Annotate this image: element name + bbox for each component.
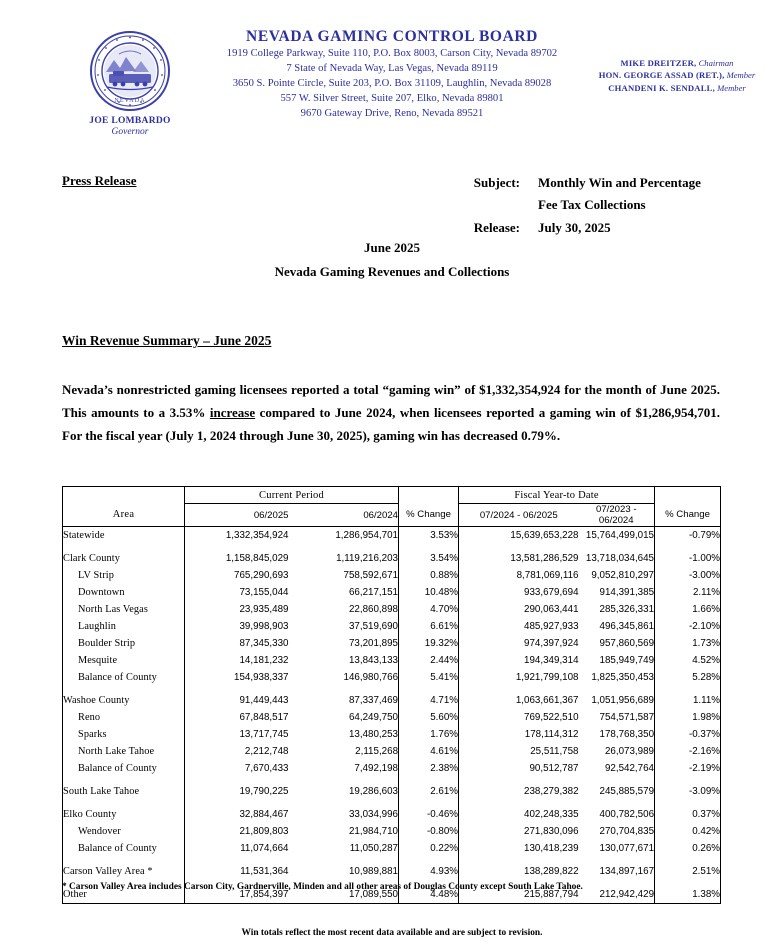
row-pct-change-fiscal: -0.79% (655, 527, 721, 545)
row-current-2025: 91,449,443 (185, 692, 289, 709)
row-fy-2023-2024: 130,077,671 (599, 843, 655, 854)
board-members (570, 57, 784, 94)
row-current-2024: 7,492,198 (354, 763, 399, 774)
row-current-2024: 64,249,750 (348, 712, 399, 723)
row-fy-2024-2025: 238,279,382 (459, 783, 579, 800)
footnote-carson-valley: * Carson Valley Area includes Carson City, Gardnerville, Minden and all other areas of Douglas County except South Lake Tahoe. (62, 882, 583, 892)
table-row (63, 823, 721, 840)
row-pct-change-current: 1.76% (399, 726, 459, 743)
subject-release-grid (446, 172, 701, 239)
row-pct-change-fiscal: -3.00% (655, 567, 721, 584)
gaming-revenue-table-wrapper (62, 486, 720, 904)
row-area-label: Balance of County (63, 840, 185, 857)
row-area-label: Sparks (63, 726, 185, 743)
table-row (63, 743, 721, 760)
row-area-label: Laughlin (63, 618, 185, 635)
row-fy-2024-2025: 1,063,661,367 (459, 692, 579, 709)
row-pct-change-fiscal: 0.37% (655, 806, 721, 823)
row-current-2024: 1,286,954,701 (335, 530, 399, 541)
subject-label-spacer (446, 194, 520, 216)
summary-emphasis-increase: increase (209, 405, 256, 421)
agency-title: NEVADA GAMING CONTROL BOARD (246, 28, 538, 45)
agency-address-line-3: 3650 S. Pointe Circle, Suite 203, P.O. Box 31109, Laughlin, Nevada 89028 (232, 77, 552, 89)
row-pct-change-fiscal: -2.10% (655, 618, 721, 635)
row-current-2024: 758,592,671 (343, 570, 399, 581)
row-pct-change-fiscal: 1.38% (655, 886, 721, 904)
gaming-revenue-table (62, 486, 721, 904)
row-pct-change-fiscal: -2.19% (655, 760, 721, 777)
table-row (63, 726, 721, 743)
row-fy-2024-2025: 130,418,239 (459, 840, 579, 857)
row-current-2025: 73,155,044 (185, 584, 289, 601)
row-current-2025: 67,848,517 (185, 709, 289, 726)
agency-address-line-4: 557 W. Silver Street, Suite 207, Elko, Nevada 89801 (280, 92, 504, 104)
row-fy-2024-2025: 402,248,335 (459, 806, 579, 823)
row-pct-change-current: 3.53% (399, 527, 459, 545)
row-fy-2023-2024: 26,073,989 (604, 746, 655, 757)
row-pct-change-fiscal: 1.11% (655, 692, 721, 709)
row-fy-2024-2025: 769,522,510 (459, 709, 579, 726)
table-row (63, 669, 721, 686)
nevada-state-seal-icon (89, 30, 171, 112)
row-pct-change-current: 2.44% (399, 652, 459, 669)
row-fy-2023-2024: 496,345,861 (599, 621, 655, 632)
board-member-name: MIKE DREITZER, (620, 58, 697, 68)
row-pct-change-fiscal: 4.52% (655, 652, 721, 669)
row-pct-change-current: 6.61% (399, 618, 459, 635)
row-area-label: Downtown (63, 584, 185, 601)
table-row (63, 652, 721, 669)
board-member-role: Member (717, 82, 746, 93)
row-pct-change-fiscal: -3.09% (655, 783, 721, 800)
row-pct-change-fiscal: -2.16% (655, 743, 721, 760)
row-current-2025: 11,074,664 (185, 840, 289, 857)
header-area-blank (63, 487, 185, 504)
header-current-period: Current Period (185, 487, 399, 504)
row-pct-change-current: 19.32% (399, 635, 459, 652)
row-fy-2023-2024: 245,885,579 (599, 786, 655, 797)
row-fy-2024-2025: 15,639,653,228 (459, 527, 579, 545)
row-current-2025: 765,290,693 (185, 567, 289, 584)
table-header-group-row (63, 487, 721, 504)
row-pct-change-fiscal: 2.51% (655, 863, 721, 880)
board-member-name: HON. GEORGE ASSAD (RET.), (598, 70, 725, 81)
row-area-label: North Lake Tahoe (63, 743, 185, 760)
row-current-2024: 73,201,895 (348, 638, 399, 649)
row-fy-2023-2024: 400,782,506 (599, 809, 655, 820)
row-current-2024: 146,980,766 (343, 672, 399, 683)
row-fy-2024-2025: 215,887,794 (459, 886, 579, 904)
row-current-2025: 11,531,364 (185, 863, 289, 880)
row-pct-change-current: 4.61% (399, 743, 459, 760)
row-fy-2023-2024: 178,768,350 (599, 729, 655, 740)
row-current-2025: 1,158,845,029 (185, 550, 289, 567)
row-area-label: Other (63, 886, 185, 904)
row-pct-change-fiscal: 0.42% (655, 823, 721, 840)
board-member-row (570, 57, 784, 69)
governor-name: JOE LOMBARDO (89, 116, 171, 126)
row-fy-2023-2024: 285,326,331 (599, 604, 655, 615)
row-fy-2024-2025: 271,830,096 (459, 823, 579, 840)
table-row (63, 567, 721, 584)
row-current-2024: 87,337,469 (348, 695, 399, 706)
row-pct-change-current: 3.54% (399, 550, 459, 567)
table-row (63, 584, 721, 601)
row-pct-change-current: 10.48% (399, 584, 459, 601)
table-row (63, 840, 721, 857)
board-member-name: CHANDENI K. SENDALL, (608, 82, 715, 93)
row-current-2025: 23,935,489 (185, 601, 289, 618)
letterhead (0, 0, 784, 168)
row-area-label: Balance of County (63, 669, 185, 686)
header-fy2: 07/2023 - 06/2024 (579, 504, 655, 527)
row-pct-change-fiscal: 1.66% (655, 601, 721, 618)
row-pct-change-current: 4.48% (399, 886, 459, 904)
release-label: Release: (473, 219, 520, 235)
row-current-2025: 154,938,337 (185, 669, 289, 686)
table-row (63, 550, 721, 567)
row-current-2025: 19,790,225 (185, 783, 289, 800)
table-row (63, 709, 721, 726)
row-current-2024: 10,989,881 (348, 866, 399, 877)
summary-text-part-1: Nevada’s nonrestricted gaming licensees reported a total “gaming win” of $1,332,354,924 for the month of June 2025. This amounts to a 3.53% (62, 382, 720, 421)
row-current-2025: 32,884,467 (185, 806, 289, 823)
row-fy-2023-2024: 957,860,569 (599, 638, 655, 649)
row-current-2025: 14,181,232 (185, 652, 289, 669)
row-current-2024: 2,115,268 (355, 746, 399, 757)
table-head (63, 487, 721, 527)
row-pct-change-current: -0.80% (399, 823, 459, 840)
row-fy-2023-2024: 270,704,835 (599, 826, 655, 837)
row-current-2025: 1,332,354,924 (185, 527, 289, 545)
row-area-label: South Lake Tahoe (63, 783, 185, 800)
row-area-label: Statewide (63, 527, 185, 545)
row-fy-2023-2024: 92,542,764 (604, 763, 655, 774)
win-revenue-summary-paragraph (62, 378, 720, 447)
row-pct-change-fiscal: 2.11% (655, 584, 721, 601)
row-pct-change-current: 5.41% (399, 669, 459, 686)
header-fiscal-ytd: Fiscal Year-to Date (459, 487, 655, 504)
row-pct-change-fiscal: 1.98% (655, 709, 721, 726)
row-fy-2023-2024: 754,571,587 (599, 712, 655, 723)
row-fy-2023-2024: 185,949,749 (599, 655, 655, 666)
report-month: June 2025 (364, 240, 420, 255)
press-release-label: Press Release (62, 173, 137, 188)
header-cur1: 06/2025 (185, 504, 289, 527)
row-current-2025: 17,854,397 (185, 886, 289, 904)
report-subtitle: Nevada Gaming Revenues and Collections (274, 264, 510, 279)
row-pct-change-fiscal: -1.00% (655, 550, 721, 567)
agency-address-line-5: 9670 Gateway Drive, Reno, Nevada 89521 (300, 107, 484, 119)
row-current-2024: 13,480,253 (348, 729, 399, 740)
agency-address-line-1: 1919 College Parkway, Suite 110, P.O. Box 8003, Carson City, Nevada 89702 (226, 47, 558, 59)
row-area-label: Balance of County (63, 760, 185, 777)
row-current-2024: 21,984,710 (348, 826, 399, 837)
table-header-sub-row (63, 504, 721, 527)
table-row (63, 601, 721, 618)
header-cur2: 06/2024 (289, 504, 399, 527)
row-fy-2024-2025: 1,921,799,108 (459, 669, 579, 686)
row-fy-2023-2024: 914,391,385 (599, 587, 655, 598)
row-current-2025: 21,809,803 (185, 823, 289, 840)
row-pct-change-fiscal: 1.73% (655, 635, 721, 652)
row-area-label: Mesquite (63, 652, 185, 669)
row-pct-change-current: 5.60% (399, 709, 459, 726)
row-area-label: Clark County (63, 550, 185, 567)
row-pct-change-current: -0.46% (399, 806, 459, 823)
table-row (63, 863, 721, 880)
row-pct-change-fiscal: 0.26% (655, 840, 721, 857)
row-area-label: Elko County (63, 806, 185, 823)
row-area-label: Carson Valley Area * (63, 863, 185, 880)
row-area-label: Reno (63, 709, 185, 726)
board-member-row (570, 69, 784, 81)
row-current-2025: 39,998,903 (185, 618, 289, 635)
row-area-label: Wendover (63, 823, 185, 840)
agency-header (196, 28, 588, 121)
board-member-role: Member (726, 70, 756, 81)
governor-seal-block (78, 30, 182, 137)
row-fy-2023-2024: 134,897,167 (599, 866, 655, 877)
summary-text-part-2: compared to June 2024, when licensees reported a gaming win of $1,286,954,701. For the fiscal year (July 1, 2024 through June 30, 2025), gaming win has decreased 0.79%. (62, 405, 721, 444)
governor-title: Governor (111, 127, 149, 137)
row-pct-change-fiscal: -0.37% (655, 726, 721, 743)
row-current-2024: 13,843,133 (348, 655, 399, 666)
subject-value-line-1: Monthly Win and Percentage (538, 175, 701, 190)
row-area-label: Boulder Strip (63, 635, 185, 652)
release-meta-block (0, 168, 784, 288)
header-fy1: 07/2024 - 06/2025 (459, 504, 579, 527)
row-fy-2023-2024: 15,764,499,015 (585, 530, 655, 541)
row-pct-change-current: 4.93% (399, 863, 459, 880)
header-pct-change-fiscal: % Change (655, 504, 721, 527)
row-current-2025: 7,670,433 (185, 760, 289, 777)
row-pct-change-current: 0.88% (399, 567, 459, 584)
svg-text:NEVADA: NEVADA (114, 98, 146, 104)
row-fy-2024-2025: 933,679,694 (459, 584, 579, 601)
row-current-2024: 37,519,690 (348, 621, 399, 632)
row-current-2025: 2,212,748 (185, 743, 289, 760)
board-member-row (570, 82, 784, 94)
row-pct-change-current: 0.22% (399, 840, 459, 857)
row-pct-change-fiscal: 5.28% (655, 669, 721, 686)
row-fy-2023-2024: 212,942,429 (579, 886, 655, 904)
row-current-2025: 13,717,745 (185, 726, 289, 743)
row-current-2024: 66,217,151 (348, 587, 399, 598)
row-current-2024: 33,034,996 (348, 809, 399, 820)
row-area-label: LV Strip (63, 567, 185, 584)
row-fy-2024-2025: 138,289,822 (459, 863, 579, 880)
header-pct-change-current: % Change (399, 504, 459, 527)
row-pct-change-current: 2.61% (399, 783, 459, 800)
row-fy-2024-2025: 25,511,758 (459, 743, 579, 760)
row-fy-2024-2025: 90,512,787 (459, 760, 579, 777)
row-fy-2023-2024: 1,051,956,689 (591, 695, 655, 706)
row-current-2024: 11,050,287 (349, 843, 399, 854)
table-row (63, 692, 721, 709)
release-row (446, 217, 701, 239)
row-fy-2023-2024: 1,825,350,453 (591, 672, 655, 683)
header-pct1-blank (399, 487, 459, 504)
table-row (63, 635, 721, 652)
subject-row (446, 172, 701, 194)
subject-value-line-2: Fee Tax Collections (538, 197, 646, 213)
row-fy-2024-2025: 290,063,441 (459, 601, 579, 618)
row-area-label: Washoe County (63, 692, 185, 709)
footnote-revision-notice: Win totals reflect the most recent data available and are subject to revision. (241, 928, 543, 938)
agency-address-line-2: 7 State of Nevada Way, Las Vegas, Nevada 89119 (286, 62, 498, 74)
row-pct-change-current: 4.71% (399, 692, 459, 709)
row-fy-2023-2024: 13,718,034,645 (585, 553, 655, 564)
row-current-2024: 1,119,216,203 (336, 553, 399, 564)
win-revenue-summary-heading: Win Revenue Summary – June 2025 (62, 333, 272, 348)
table-row (63, 527, 721, 545)
table-row (63, 760, 721, 777)
header-pct2-blank (655, 487, 721, 504)
header-area: Area (63, 504, 185, 527)
subject-row-continued (446, 194, 701, 216)
row-pct-change-current: 4.70% (399, 601, 459, 618)
row-fy-2024-2025: 485,927,933 (459, 618, 579, 635)
row-fy-2024-2025: 974,397,924 (459, 635, 579, 652)
row-fy-2024-2025: 178,114,312 (459, 726, 579, 743)
row-fy-2024-2025: 194,349,314 (459, 652, 579, 669)
row-current-2024: 19,286,603 (348, 786, 399, 797)
subject-label: Subject: (473, 175, 520, 190)
table-row (63, 806, 721, 823)
row-fy-2023-2024: 9,052,810,297 (591, 570, 655, 581)
table-row (63, 783, 721, 800)
row-fy-2024-2025: 13,581,286,529 (459, 550, 579, 567)
row-pct-change-current: 2.38% (399, 760, 459, 777)
release-date-value: July 30, 2025 (538, 219, 611, 235)
table-body (63, 527, 721, 904)
table-row (63, 618, 721, 635)
row-current-2025: 87,345,330 (185, 635, 289, 652)
row-fy-2024-2025: 8,781,069,116 (459, 567, 579, 584)
row-current-2024: 17,089,550 (289, 886, 399, 904)
board-member-role: Chairman (698, 58, 734, 68)
row-current-2024: 22,860,898 (348, 604, 399, 615)
row-area-label: North Las Vegas (63, 601, 185, 618)
